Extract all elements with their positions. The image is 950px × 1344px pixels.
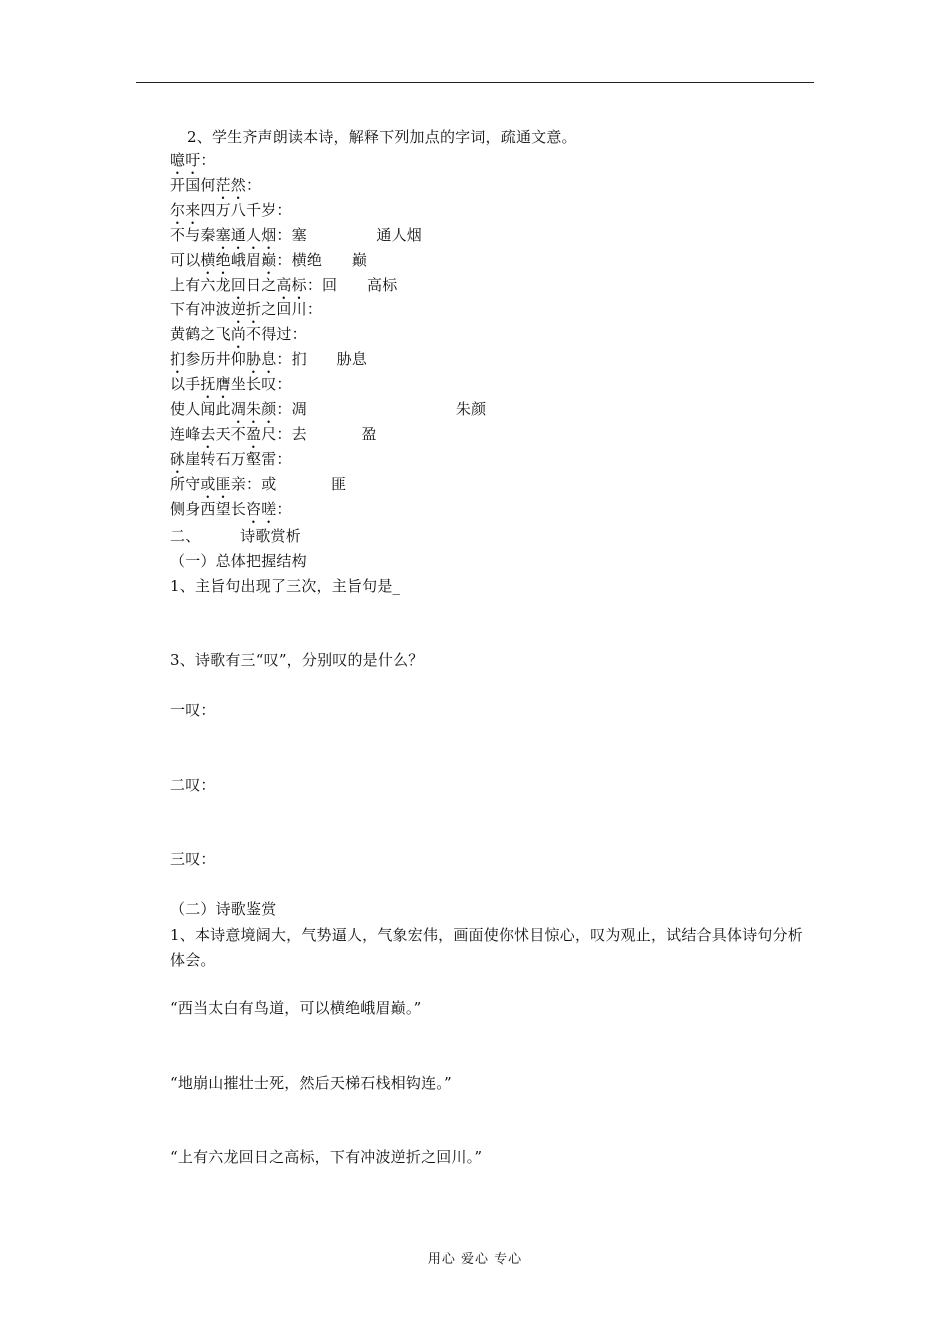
dotted-term: 巅 [261,250,277,269]
dotted-term: 塞通人烟 [215,225,277,244]
dotted-term: 去 [200,424,216,443]
vocab-text: 可以 [170,250,201,269]
vocab-text: 四万八千岁： [200,200,292,219]
vocab-line [170,374,292,402]
vocab-line [170,449,292,477]
vocab-text: 或 匪 [261,474,347,493]
vocab-text: ： [276,400,292,418]
vocab-line [170,200,292,228]
question-appreciation: 1、本诗意境阔大，气势逼人，气象宏伟，画面使你怵目惊心，叹为观止，试结合具体诗句分析体会。 [170,926,803,969]
dotted-term: 盈 [246,424,262,443]
vocab-line [170,225,422,253]
vocab-line [170,299,322,327]
vocab-text: 黄鹤之飞 [170,325,231,344]
dotted-term: 噫吁 [170,151,201,169]
dotted-term: 横绝 [200,250,231,269]
vocab-text: 峨眉 [230,250,262,269]
dotted-term: 抚膺 [200,375,231,394]
vocab-text: 崖转石万壑雷： [185,449,292,468]
vocab-text: ： [276,350,292,369]
vocab-text: 回 高标 [322,275,398,294]
dotted-term: 扪 [170,350,186,369]
vocab-text: 开国何 [170,175,216,194]
vocab-text: ： [276,225,292,244]
quote-3: “上有六龙回日之高标，下有冲波逆折之回川。” [170,1148,483,1166]
dotted-term: 回 [230,275,247,294]
vocab-text: 凋 朱颜 [291,400,487,418]
vocab-text: ： [200,151,216,169]
vocab-text: 上有六龙 [170,275,231,294]
subheading-structure: （一）总体把握结构 [170,552,307,570]
dotted-term: 砯 [170,449,186,468]
quote-1: “西当太白有鸟道，可以横绝峨眉巅。” [170,999,422,1017]
vocab-text: 之回川： [261,300,323,319]
vocab-line [170,424,377,452]
footer-motto: 用心 爱心 专心 [427,1252,523,1267]
dotted-term: 尔来 [170,200,201,219]
vocab-text: ： [276,250,292,269]
vocab-line [170,150,216,178]
vocab-text: 侧身西望长 [170,499,247,518]
dotted-term: 或匪 [200,474,231,493]
vocab-text: 尺： [261,424,292,443]
vocab-text: 塞 通人烟 [291,225,422,244]
vocab-text: 下有冲波 [170,300,231,319]
dotted-term: 咨嗟 [246,499,277,518]
vocab-text: 所守 [170,474,201,493]
sigh-1: 一叹： [170,701,216,719]
dotted-term: 高标 [276,275,307,294]
dotted-term: 逆折 [230,300,262,319]
vocab-line [170,399,486,427]
vocab-text: 不与秦 [170,225,216,244]
vocab-text: 以手 [170,375,201,394]
dotted-term: 凋朱颜 [230,400,277,418]
vocab-text: 扪 胁息 [291,350,368,369]
vocab-text: 不得过： [246,325,307,344]
vocab-text: 日之 [246,275,277,294]
vocab-line [170,175,261,203]
dotted-term: 尚 [230,325,247,344]
section-heading: 二、 诗歌赏析 [170,527,301,545]
quote-2: “地崩山摧壮士死，然后天梯石栈相钩连。” [170,1074,452,1092]
vocab-line [170,349,367,377]
subheading-appreciation: （二）诗歌鉴赏 [170,900,277,918]
vocab-text: ： [276,499,292,518]
instruction: 2、学生齐声朗读本诗，解释下列加点的字词，疏通文意。 [187,128,577,146]
vocab-line [170,474,346,502]
question-sighs: 3、诗歌有三“叹”，分别叹的是什么？ [170,651,424,669]
vocab-text: 横绝 巅 [291,250,368,269]
sigh-3: 三叹： [170,850,216,868]
vocab-text: 亲： [230,474,262,493]
vocab-text: 使人闻此 [170,400,231,418]
question-theme: 1、主旨句出现了三次，主旨句是_ [170,577,401,595]
vocab-line [170,275,397,303]
vocab-text: 去 盈 [291,424,377,443]
vocab-text: 参历井仰 [185,350,247,369]
vocab-text: ： [306,275,323,294]
dotted-term: 胁息 [246,350,277,369]
vocab-text: 天不 [215,424,247,443]
vocab-text: ： [246,175,262,194]
vocab-line [170,250,367,278]
vocab-text: 坐长叹： [230,375,292,394]
dotted-term: 茫然 [215,175,247,194]
header-rule [136,82,814,83]
vocab-line [170,324,307,352]
vocab-line [170,499,292,527]
sigh-2: 二叹： [170,776,216,794]
vocab-text: 连峰 [170,424,201,443]
